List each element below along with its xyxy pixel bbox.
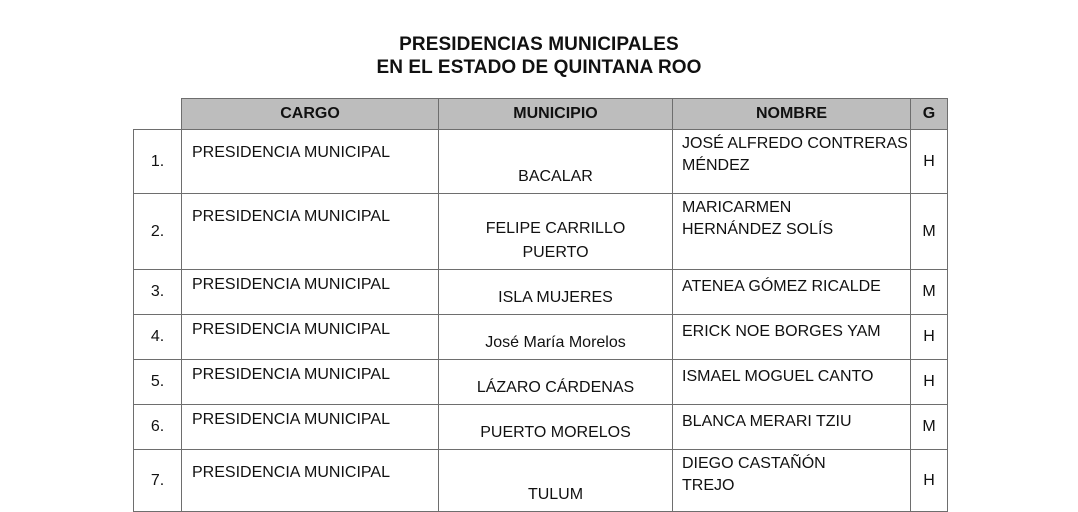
row-number: 3. (134, 270, 182, 315)
table-row (134, 405, 948, 450)
cell-cargo: PRESIDENCIA MUNICIPAL (182, 270, 439, 315)
cell-municipio: TULUM (439, 450, 673, 512)
document-title (0, 33, 1078, 79)
header-g: G (911, 99, 948, 130)
cell-g: M (911, 405, 948, 450)
cell-nombre: ISMAEL MOGUEL CANTO (673, 360, 911, 405)
cell-municipio: FELIPE CARRILLO PUERTO (439, 194, 673, 270)
cell-municipio: ISLA MUJERES (439, 270, 673, 315)
table-row (134, 270, 948, 315)
cell-g: H (911, 360, 948, 405)
cell-nombre: ATENEA GÓMEZ RICALDE (673, 270, 911, 315)
header-cargo: CARGO (182, 99, 439, 130)
table-row (134, 194, 948, 270)
table-row (134, 450, 948, 512)
table-row (134, 315, 948, 360)
cell-g: M (911, 270, 948, 315)
row-number: 4. (134, 315, 182, 360)
presidencias-table (133, 98, 948, 512)
cell-municipio: PUERTO MORELOS (439, 405, 673, 450)
title-line-1: PRESIDENCIAS MUNICIPALES (399, 34, 679, 55)
cell-nombre: BLANCA MERARI TZIU (673, 405, 911, 450)
header-municipio: MUNICIPIO (439, 99, 673, 130)
cell-cargo: PRESIDENCIA MUNICIPAL (182, 450, 439, 512)
title-line-2: EN EL ESTADO DE QUINTANA ROO (376, 57, 702, 78)
cell-municipio: BACALAR (439, 130, 673, 194)
row-number: 1. (134, 130, 182, 194)
cell-cargo: PRESIDENCIA MUNICIPAL (182, 315, 439, 360)
cell-cargo: PRESIDENCIA MUNICIPAL (182, 130, 439, 194)
header-corner (134, 99, 182, 130)
header-nombre: NOMBRE (673, 99, 911, 130)
row-number: 2. (134, 194, 182, 270)
cell-nombre: DIEGO CASTAÑÓN TREJO (673, 450, 911, 512)
cell-cargo: PRESIDENCIA MUNICIPAL (182, 194, 439, 270)
table-header-row (134, 99, 948, 130)
cell-g: H (911, 130, 948, 194)
cell-municipio: José María Morelos (439, 315, 673, 360)
cell-nombre: MARICARMEN HERNÁNDEZ SOLÍS (673, 194, 911, 270)
cell-cargo: PRESIDENCIA MUNICIPAL (182, 405, 439, 450)
cell-g: M (911, 194, 948, 270)
row-number: 5. (134, 360, 182, 405)
cell-cargo: PRESIDENCIA MUNICIPAL (182, 360, 439, 405)
row-number: 7. (134, 450, 182, 512)
cell-municipio: LÁZARO CÁRDENAS (439, 360, 673, 405)
table-row (134, 130, 948, 194)
cell-nombre: JOSÉ ALFREDO CONTRERAS MÉNDEZ (673, 130, 911, 194)
cell-nombre: ERICK NOE BORGES YAM (673, 315, 911, 360)
cell-g: H (911, 315, 948, 360)
row-number: 6. (134, 405, 182, 450)
cell-g: H (911, 450, 948, 512)
table-row (134, 360, 948, 405)
